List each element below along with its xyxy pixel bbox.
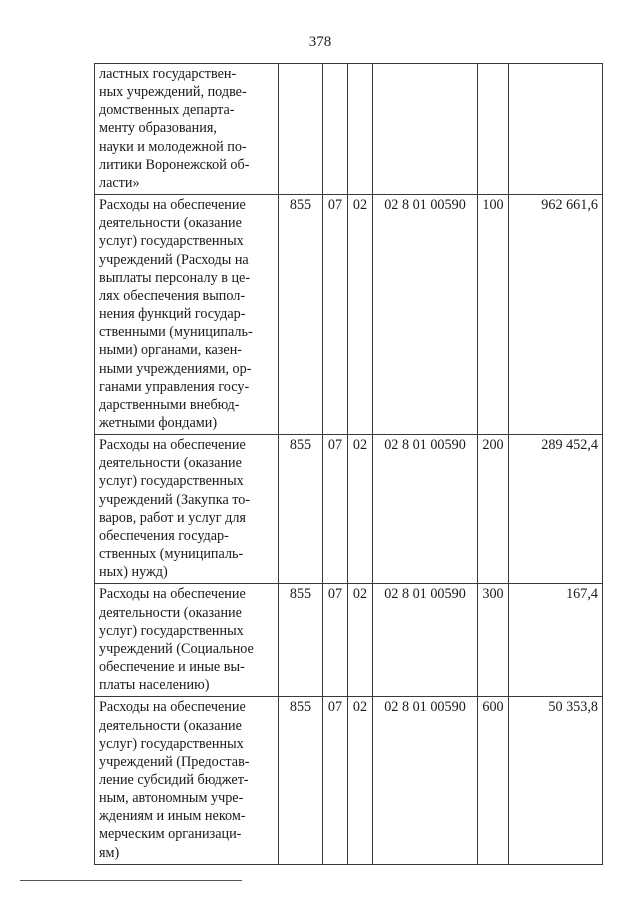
gr-cell bbox=[279, 64, 323, 195]
pr-cell: 02 bbox=[348, 584, 373, 697]
rz-cell: 07 bbox=[323, 435, 348, 584]
amount-cell: 50 353,8 bbox=[509, 697, 603, 864]
csr-cell: 02 8 01 00590 bbox=[373, 584, 478, 697]
bottom-divider bbox=[20, 880, 242, 881]
rz-cell bbox=[323, 64, 348, 195]
gr-cell: 855 bbox=[279, 697, 323, 864]
csr-cell: 02 8 01 00590 bbox=[373, 195, 478, 435]
budget-table bbox=[94, 63, 603, 865]
pr-cell: 02 bbox=[348, 697, 373, 864]
amount-cell: 962 661,6 bbox=[509, 195, 603, 435]
amount-cell: 167,4 bbox=[509, 584, 603, 697]
amount-cell: 289 452,4 bbox=[509, 435, 603, 584]
pr-cell: 02 bbox=[348, 195, 373, 435]
vr-cell: 300 bbox=[478, 584, 509, 697]
vr-cell bbox=[478, 64, 509, 195]
csr-cell: 02 8 01 00590 bbox=[373, 435, 478, 584]
table-row bbox=[95, 435, 603, 584]
gr-cell: 855 bbox=[279, 195, 323, 435]
vr-cell: 600 bbox=[478, 697, 509, 864]
row-name-cell: Расходы на обеспечение деятельности (оказание услуг) государственных учреждений (Расходы на выплаты персоналу в це- лях обеспечения выпол- нения функций государ- ственными (муниципаль- ными) органами, казен- ными учреждениями, ор- ганами управления госу- дарственными внебюд- жетными фондами) bbox=[95, 195, 279, 435]
gr-cell: 855 bbox=[279, 584, 323, 697]
rz-cell: 07 bbox=[323, 195, 348, 435]
pr-cell bbox=[348, 64, 373, 195]
rz-cell: 07 bbox=[323, 584, 348, 697]
amount-cell bbox=[509, 64, 603, 195]
vr-cell: 200 bbox=[478, 435, 509, 584]
table-row bbox=[95, 64, 603, 195]
csr-cell bbox=[373, 64, 478, 195]
pr-cell: 02 bbox=[348, 435, 373, 584]
row-name-cell: Расходы на обеспечение деятельности (оказание услуг) государственных учреждений (Закупка то- варов, работ и услуг для обеспечения государ- ственных (муниципаль- ных) нужд) bbox=[95, 435, 279, 584]
table-row bbox=[95, 584, 603, 697]
row-name-cell: Расходы на обеспечение деятельности (оказание услуг) государственных учреждений (Предостав- ление субсидий бюджет- ным, автономным учре- ждениям и иным неком- мерческим организаци- ям) bbox=[95, 697, 279, 864]
vr-cell: 100 bbox=[478, 195, 509, 435]
table-row bbox=[95, 697, 603, 864]
gr-cell: 855 bbox=[279, 435, 323, 584]
table-row bbox=[95, 195, 603, 435]
page-number: 378 bbox=[308, 34, 332, 50]
row-name-cell: ластных государствен- ных учреждений, подве- домственных департа- менту образования, науки и молодежной по- литики Воронежской об- ласти» bbox=[95, 64, 279, 195]
csr-cell: 02 8 01 00590 bbox=[373, 697, 478, 864]
rz-cell: 07 bbox=[323, 697, 348, 864]
row-name-cell: Расходы на обеспечение деятельности (оказание услуг) государственных учреждений (Социальное обеспечение и иные вы- платы населению) bbox=[95, 584, 279, 697]
